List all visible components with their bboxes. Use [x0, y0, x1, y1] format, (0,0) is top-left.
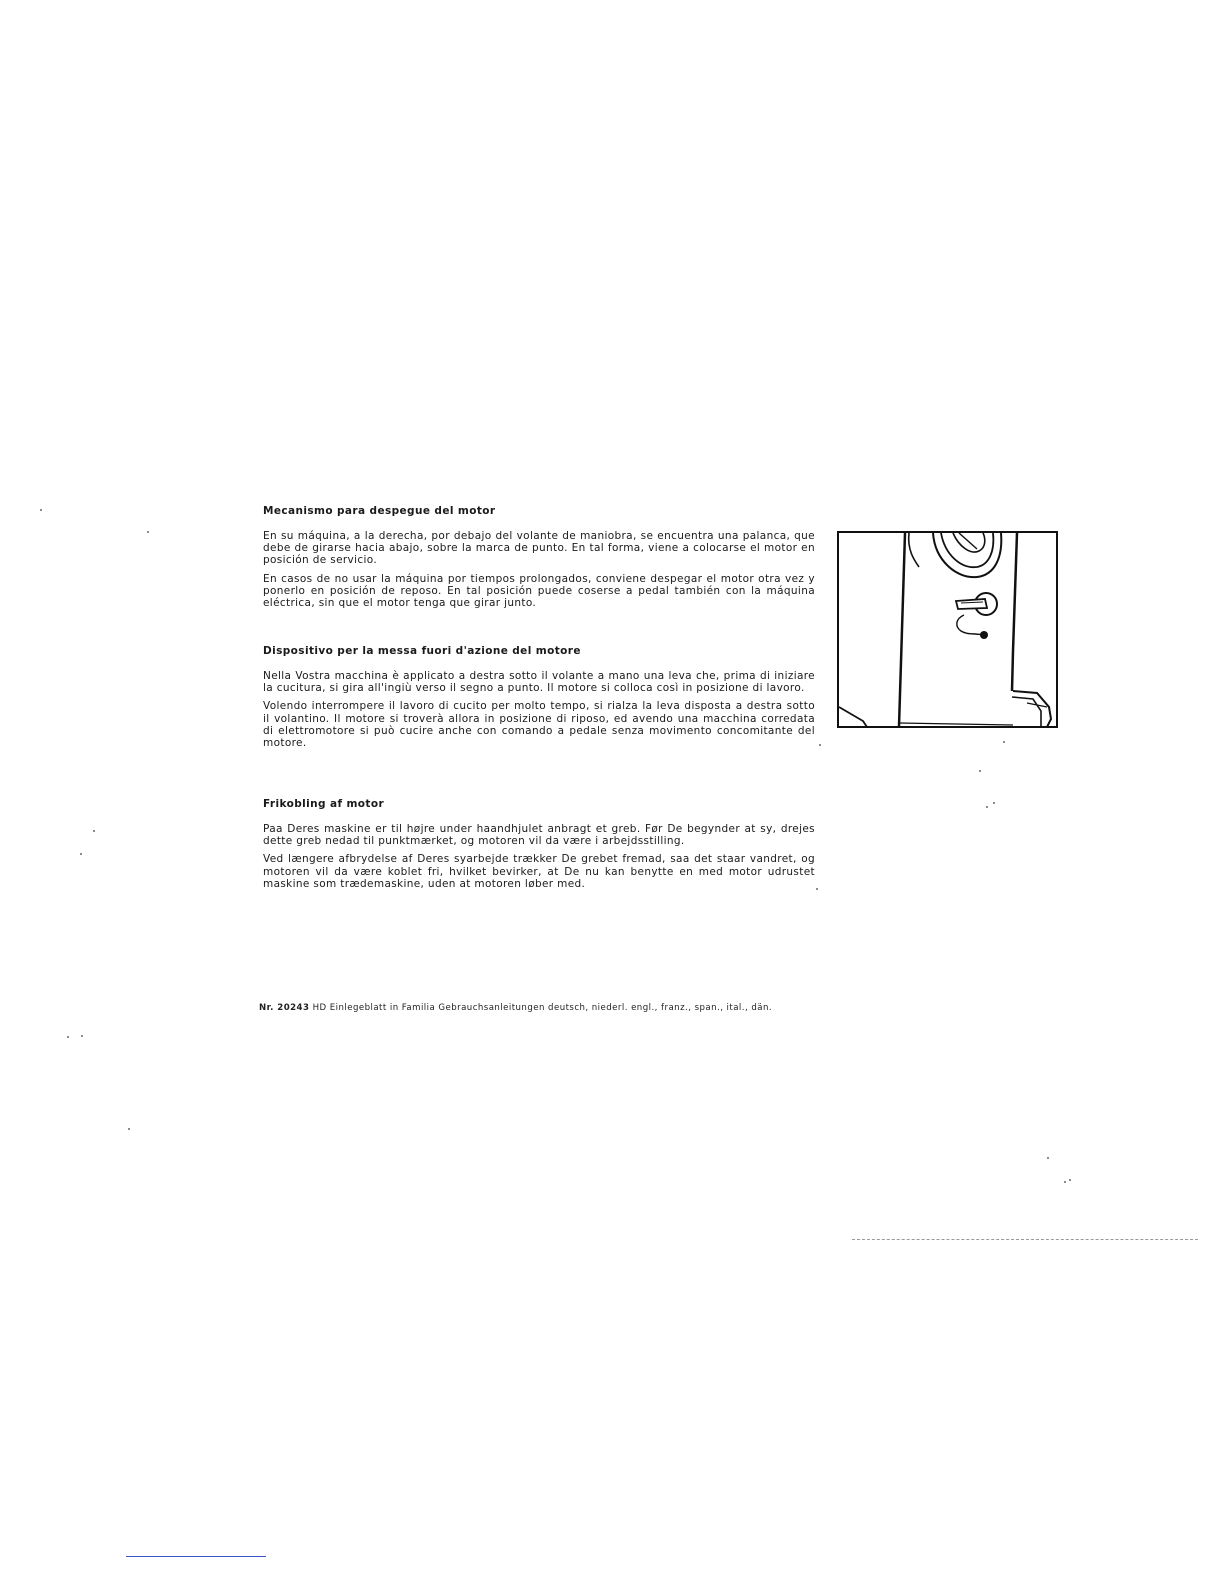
scan-speck — [1069, 1179, 1071, 1181]
blue-underline-mark — [126, 1556, 266, 1557]
footer-number: Nr. 20243 — [259, 1003, 310, 1013]
section-heading-danish: Frikobling af motor — [263, 798, 385, 810]
section-heading-spanish: Mecanismo para despegue del motor — [263, 505, 496, 517]
point-mark — [980, 631, 988, 639]
illustration-drawing — [837, 531, 1058, 728]
scan-edge-line — [852, 1239, 1198, 1240]
scan-speck — [819, 744, 821, 746]
paragraph-spanish-1: En su máquina, a la derecha, por debajo del volante de maniobra, se encuentra una palanca, que debe de girarse hacia abajo, sobre la marca de punto. En tal forma, viene a colocarse el motor en posición de servicio. — [263, 530, 815, 567]
paragraph-spanish-2: En casos de no usar la máquina por tiempos prolongados, conviene despegar el motor otra vez y ponerlo en posición de reposo. En tal posición puede coserse a pedal también con la máquina eléctrica, sin que el motor tenga que girar junto. — [263, 572, 815, 610]
paragraph-danish-2: Ved længere afbrydelse af Deres syarbejde trækker De grebet fremad, saa det staar vandret, og motoren vil da være koblet fri, hvilket bevirker, at De nu kan benytte en med motor udrustet maskine som trædemaskine, uden at motoren løber med. — [263, 853, 815, 890]
paragraph-italian-1: Nella Vostra macchina è applicato a destra sotto il volante a mano una leva che, prima di iniziare la cucitura, si gira all'ingiù verso il segno a punto. Il motore si colloca così in posizione di lavoro. — [263, 670, 815, 695]
footer-text: HD Einlegeblatt in Familia Gebrauchsanleitungen deutsch, niederl. engl., franz., span., ital., dän. — [312, 1003, 773, 1013]
scan-speck — [67, 1036, 69, 1038]
scan-speck — [1003, 741, 1005, 743]
scan-speck — [93, 830, 95, 832]
scan-speck — [80, 853, 82, 855]
section-italian — [263, 645, 815, 755]
section-danish — [263, 798, 815, 896]
scan-speck — [979, 770, 981, 772]
paragraph-italian-2: Volendo interrompere il lavoro di cucito per molto tempo, si rialza la leva disposta a destra sotto il volantino. Il motore si troverà allora in posizione di riposo, ed avendo una macchina corredata di elettromotore si può cucire anche con comando a pedale senza movimento concomitante del motore. — [263, 700, 815, 750]
lever-arm — [956, 599, 987, 609]
section-heading-italian: Dispositivo per la messa fuori d'azione del motore — [263, 645, 581, 657]
scan-speck — [147, 531, 149, 533]
scan-speck — [40, 509, 42, 511]
scan-speck — [81, 1035, 83, 1037]
scan-speck — [1047, 1157, 1049, 1159]
section-spanish — [263, 505, 815, 615]
scan-speck — [816, 888, 818, 890]
scan-speck — [986, 806, 988, 808]
sewing-machine-motor-lever-illustration — [837, 531, 1058, 728]
scan-speck — [993, 802, 995, 804]
paragraph-danish-1: Paa Deres maskine er til højre under haandhjulet anbragt et greb. Før De begynder at sy, drejes dette greb nedad til punktmærket, og motoren vil da være i arbejdsstilling. — [263, 823, 815, 848]
footer-note — [259, 1003, 819, 1013]
scan-speck — [128, 1128, 130, 1130]
scan-speck — [1064, 1181, 1066, 1183]
